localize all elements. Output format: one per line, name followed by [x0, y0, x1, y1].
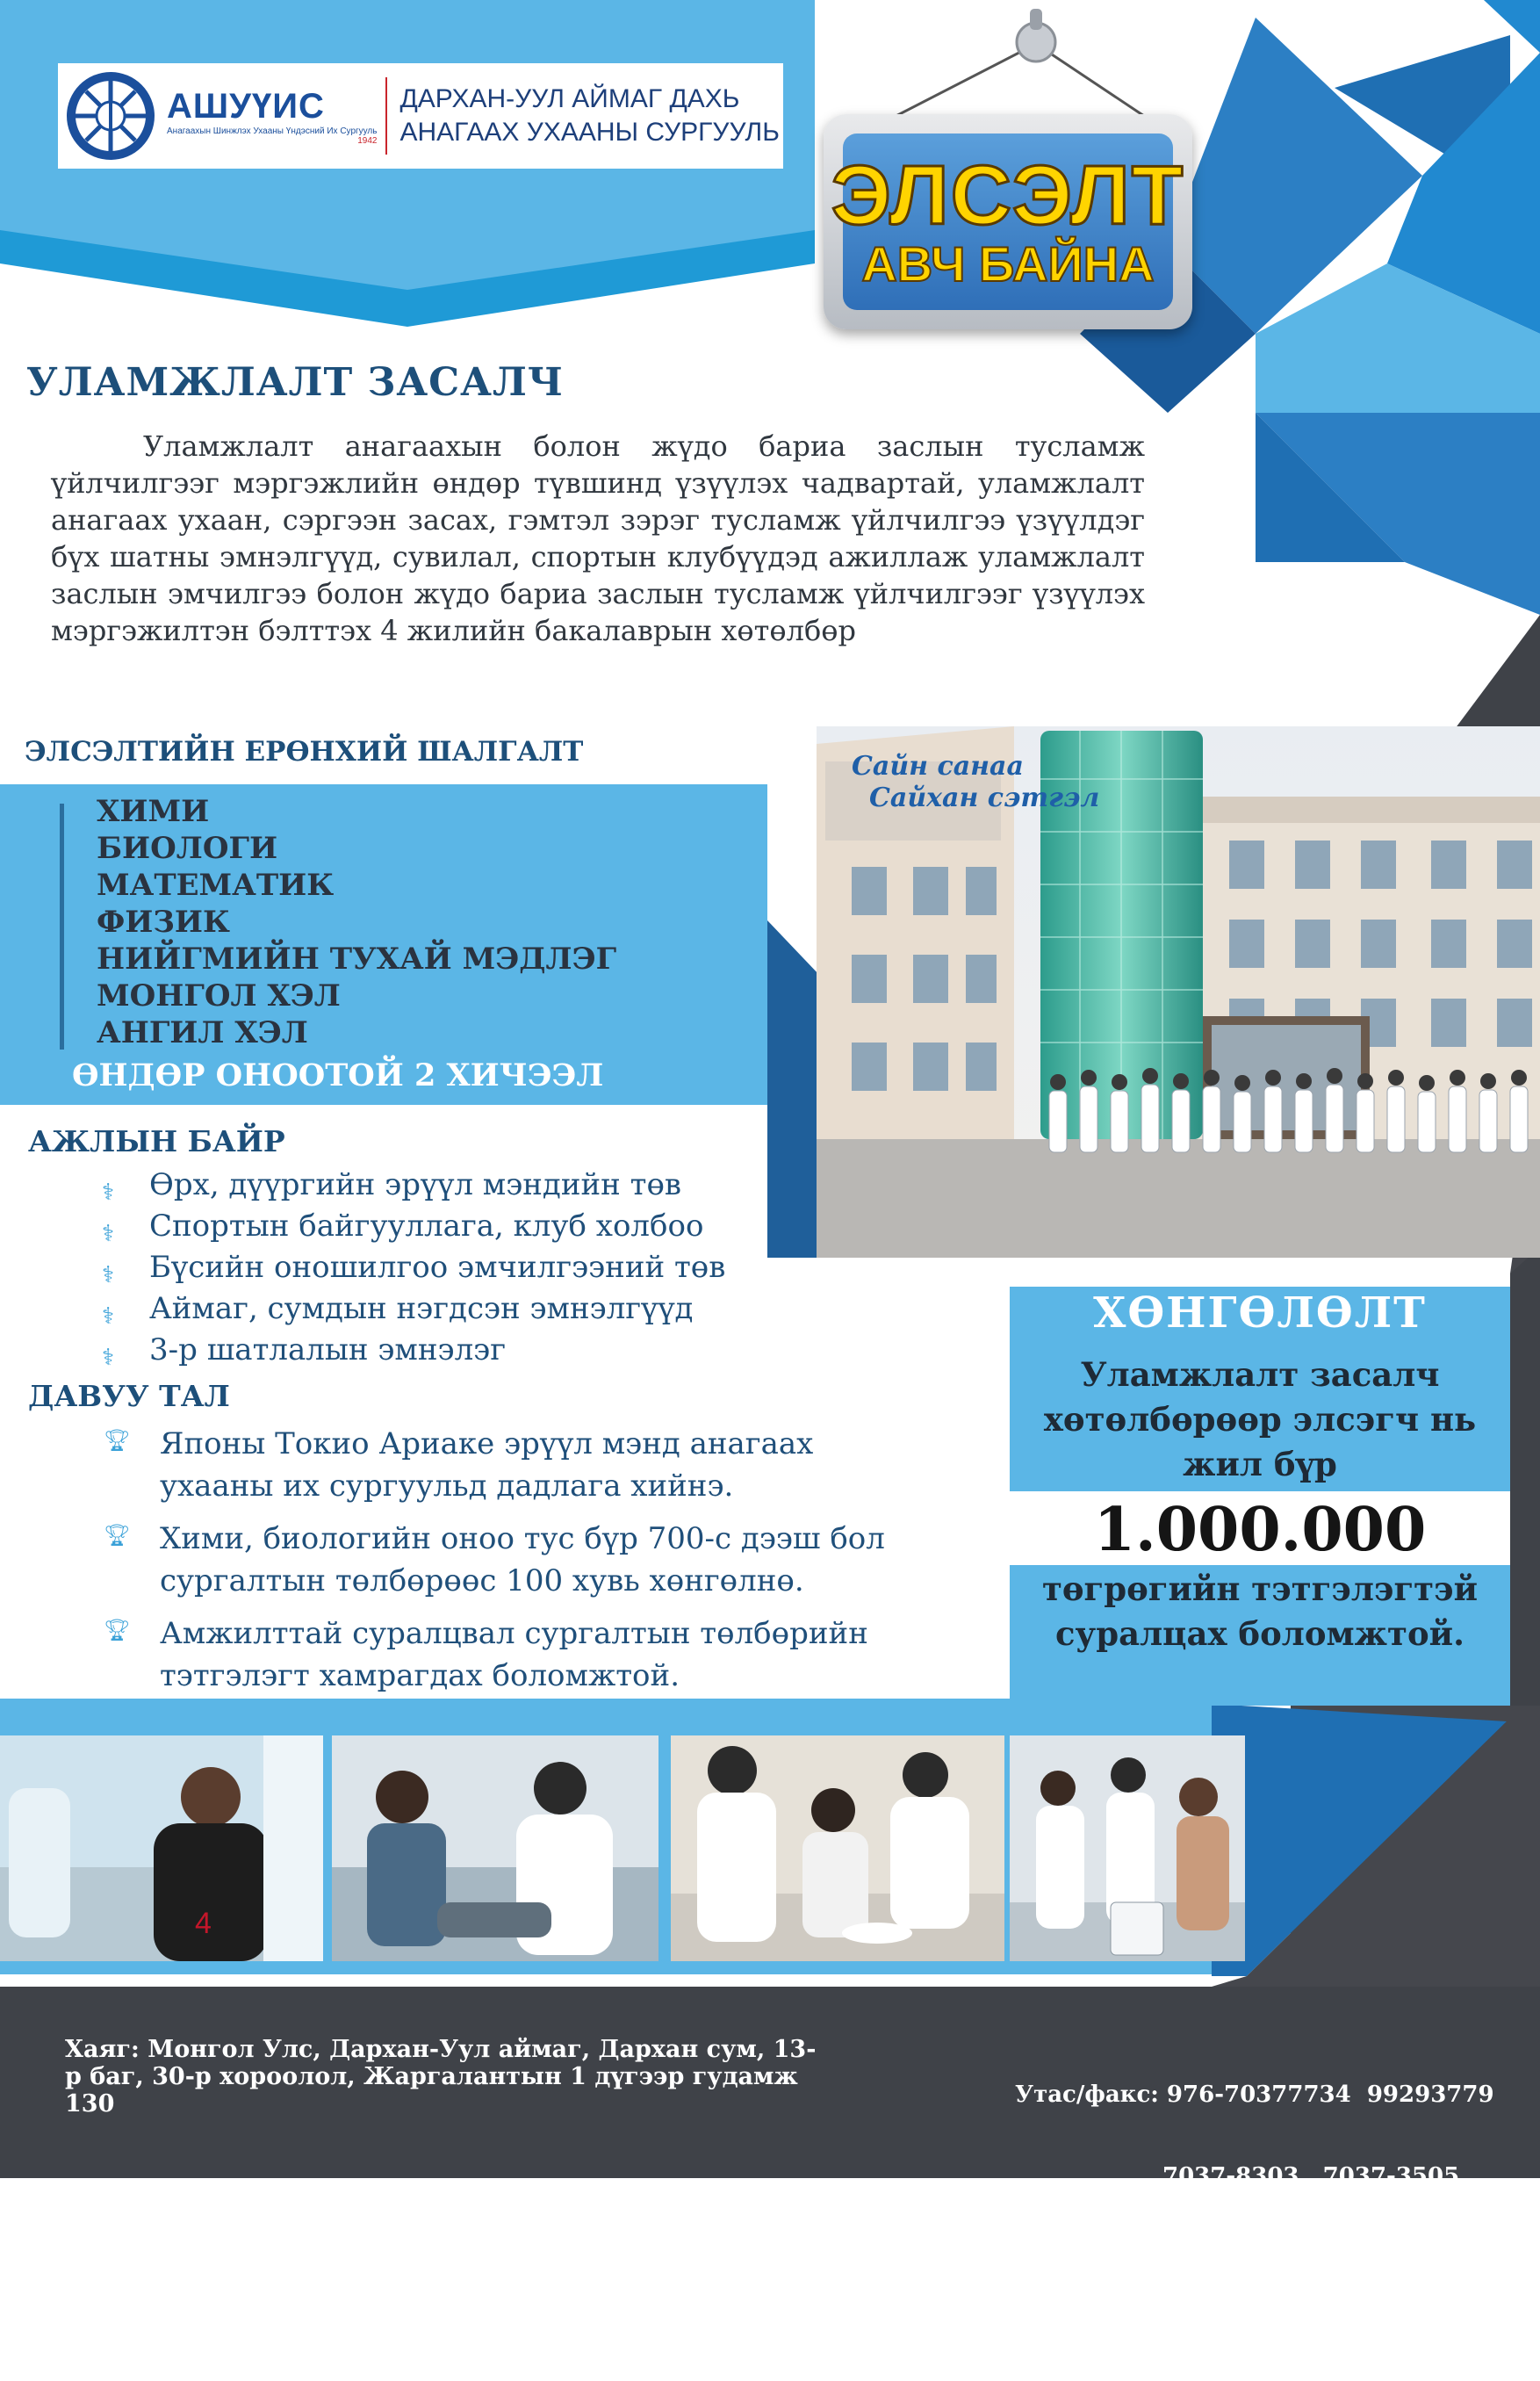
- exam-title: ЭЛСЭЛТИЙН ЕРӨНХИЙ ШАЛГАЛТ: [25, 736, 584, 768]
- caduceus-icon: ⚕: [101, 1344, 115, 1371]
- scholarship-title: ХӨНГӨЛӨЛТ: [1093, 1288, 1427, 1338]
- list-item: ⚕ 3-р шатлалын эмнэлэг: [95, 1330, 725, 1371]
- footer-phone-secondary: 7037-8303. 7037-3505: [1162, 2163, 1460, 2190]
- admission-sign: [824, 114, 1192, 329]
- logo-divider: [385, 77, 387, 155]
- list-item: ⚕ Өрх, дүүргийн эрүүл мэндийн төв: [95, 1165, 725, 1206]
- caduceus-icon: ⚕: [101, 1261, 115, 1288]
- training-photo-4: [1010, 1735, 1245, 1961]
- training-photo-2: [332, 1735, 658, 1961]
- trophy-icon: 🏆︎: [104, 1428, 131, 1453]
- sign-line1: ЭЛСЭЛТ: [831, 148, 1185, 242]
- jobs-title: АЖЛЫН БАЙР: [28, 1124, 285, 1158]
- footer-facebook-link[interactable]: Facebook: Medical School in Darkhan: [1015, 2327, 1500, 2353]
- caduceus-icon: ⚕: [101, 1220, 115, 1247]
- school-name-line2: АНАГААХ УХААНЫ СУРГУУЛЬ: [399, 118, 780, 147]
- svg-text:4: 4: [195, 1907, 212, 1940]
- scholarship-text1: Уламжлалт засалч хөтөлбөрөөр элсэгч нь жил бүр: [1043, 1355, 1477, 1483]
- list-item: 🏆︎ Амжилттай суралцвал сургалтын төлбөрийн тэтгэлэгт хамрагдах боломжтой.: [104, 1613, 932, 1697]
- list-item: ⚕ Аймаг, сумдын нэгдсэн эмнэлгүүд: [95, 1288, 725, 1330]
- footer-website-link[interactable]: Веб: www.mnums-da.edu.mn: [1015, 2245, 1384, 2271]
- list-item: ⚕ Спортын байгууллага, клуб холбоо: [95, 1206, 725, 1247]
- advantages-title: ДАВУУ ТАЛ: [28, 1379, 230, 1413]
- list-item: 🏆︎ Хими, биологийн оноо тус бүр 700-с дээш бол сургалтын төлбөрөөс 100 хувь хөнгөлнө.: [104, 1518, 932, 1602]
- trophy-icon: 🏆︎: [104, 1618, 131, 1642]
- logo-year: 1942: [357, 135, 378, 146]
- exam-panel-bar: [60, 804, 64, 1050]
- exam-subject: ФИЗИК: [97, 905, 230, 940]
- scholarship-amount: 1.000.000: [1093, 1495, 1427, 1565]
- header-logo: [58, 63, 783, 169]
- campus-sign-line2: Сайхан сэтгэл: [869, 783, 1100, 813]
- caduceus-icon: ⚕: [101, 1179, 115, 1206]
- school-name-line1: ДАРХАН-УУЛ АЙМАГ ДАХЬ: [399, 84, 740, 113]
- exam-subject: МОНГОЛ ХЭЛ: [97, 978, 341, 1014]
- scholarship-text2: төгрөгийн тэтгэлэгтэй суралцах боломжтой.: [1041, 1569, 1479, 1653]
- exam-subject: МАТЕМАТИК: [97, 868, 335, 903]
- program-description: Уламжлалт анагаахын болон жүдо бариа заслын тусламж үйлчилгээг мэргэжлийн өндөр түвшинд үзүүлэх чадвартай, уламжлалт анагаах ухаан, сэргээн засах, гэмтэл зэрэг тусламж үйлчилгээ үзүүлдэг бүх шатны эмнэлгүүд, сувилал, спортын клубүүдэд ажиллаж уламжлалт заслын эмчилгээ болон жүдо бариа заслын тусламж үйлчилгээг үзүүлэх мэргэжилтэн бэлттэх 4 жилийн бакалаврын хөтөлбөр: [51, 429, 1145, 647]
- campus-photo: [817, 726, 1540, 1258]
- campus-sign-line1: Сайн санаа: [852, 751, 1024, 782]
- training-photo-3: [671, 1735, 1004, 1961]
- exam-subject: АНГИЛ ХЭЛ: [97, 1015, 308, 1050]
- caduceus-icon: ⚕: [101, 1302, 115, 1330]
- training-photo-1: [0, 1735, 323, 1961]
- exam-subject: ХИМИ: [97, 794, 210, 829]
- trophy-icon: 🏆︎: [104, 1523, 131, 1548]
- footer-address: Хаяг: Монгол Улс, Дархан-Уул аймаг, Дархан сум, 13-р баг, 30-р хороолол, Жаргалантын 1 дүгээр гудамж 130: [65, 2036, 817, 2118]
- university-emblem-icon: [61, 68, 165, 164]
- logo-subtitle: Анагаахын Шинжлэх Ухааны Үндэсний Их Сургууль: [167, 126, 378, 136]
- advantages-list: [104, 1423, 932, 1707]
- footer-contacts: [1015, 2027, 1499, 2381]
- footer-phone: Утас/факс: 976-70377734 99293779: [1015, 2082, 1494, 2108]
- sign-line2: АВЧ БАЙНА: [861, 235, 1155, 292]
- exam-subject: БИОЛОГИ: [97, 831, 278, 866]
- exam-subject-list: [97, 793, 616, 1051]
- list-item: ⚕ Бүсийн оношилгоо эмчилгээний төв: [95, 1247, 725, 1288]
- exam-subject: НИЙГМИЙН ТУХАЙ МЭДЛЭГ: [97, 942, 617, 977]
- logo-wordmark: АШУҮИС: [167, 86, 325, 126]
- sign-hanger: [860, 9, 1159, 132]
- list-item: 🏆︎ Японы Токио Ариаке эрүүл мэнд анагаах ухааны их сургуульд дадлага хийнэ.: [104, 1423, 932, 1507]
- jobs-list: [95, 1165, 725, 1371]
- exam-note: ӨНДӨР ОНООТОЙ 2 ХИЧЭЭЛ: [72, 1057, 604, 1093]
- program-title: УЛАМЖЛАЛТ ЗАСАЛЧ: [26, 360, 565, 405]
